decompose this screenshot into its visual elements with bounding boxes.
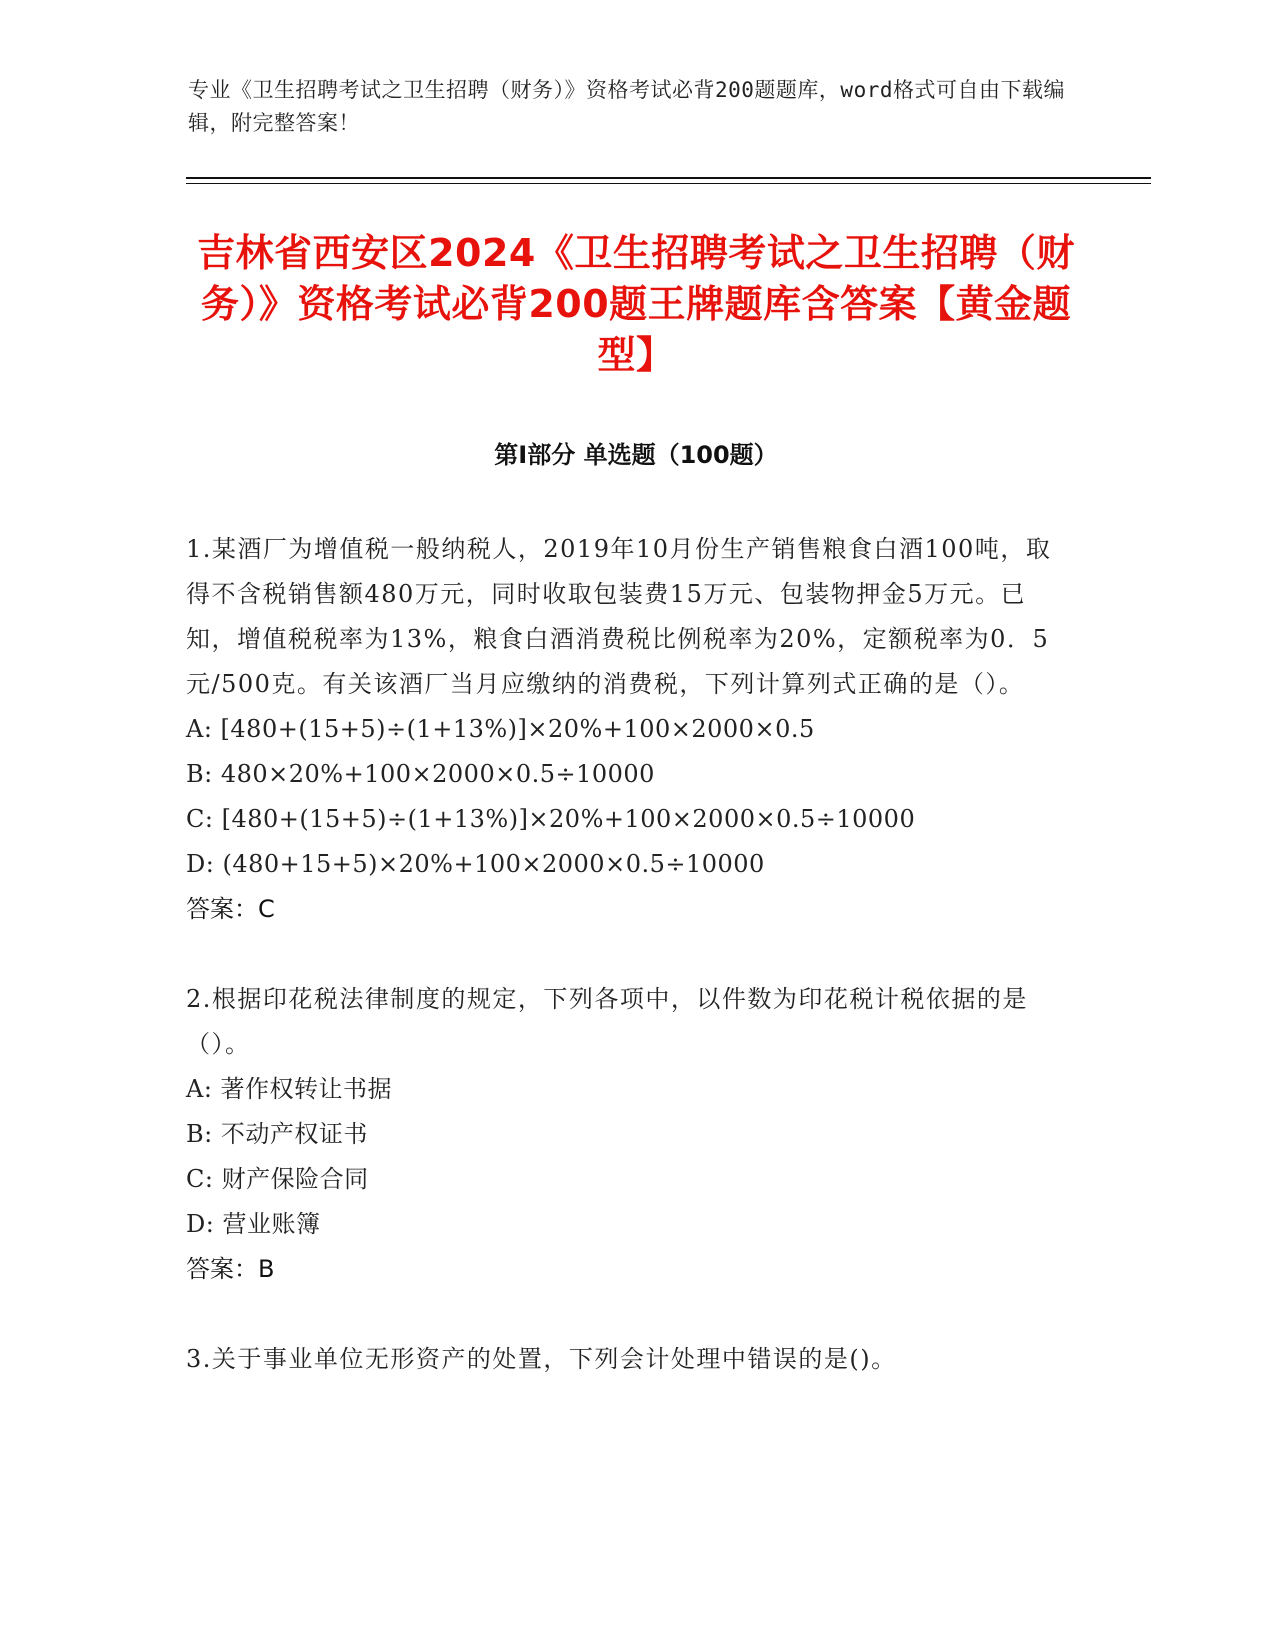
option-b: B: 不动产权证书 [186, 1120, 368, 1148]
option-d: D: 营业账簿 [186, 1210, 321, 1238]
document-title: 吉林省西安区2024《卫生招聘考试之卫生招聘（财务）》资格考试必背200题王牌题库含答案【黄金题型】 [197, 231, 1075, 377]
question-text: 2.根据印花税法律制度的规定，下列各项中，以件数为印花税计税依据的是（）。 [186, 985, 1028, 1058]
question-text: 3.关于事业单位无形资产的处置，下列会计处理中错误的是()。 [186, 1345, 897, 1373]
question-1 [186, 527, 1076, 887]
option-d: D: (480+15+5)×20%+100×2000×0.5÷10000 [186, 850, 765, 878]
option-c: C: [480+(15+5)÷(1+13%)]×20%+100×2000×0.5÷10000 [186, 805, 916, 833]
header-divider [186, 177, 1151, 179]
section-heading: 第Ⅰ部分 单选题（100题） [494, 441, 778, 469]
option-a: A: [480+(15+5)÷(1+13%)]×20%+100×2000×0.5 [186, 715, 815, 743]
header-divider-thin [186, 183, 1151, 184]
header-note: 专业《卫生招聘考试之卫生招聘（财务）》资格考试必背200题题库，word格式可自由下载编辑，附完整答案！ [188, 78, 1065, 135]
question-text: 1.某酒厂为增值税一般纳税人，2019年10月份生产销售粮食白酒100吨，取得不含税销售额480万元，同时收取包装费15万元、包装物押金5万元。已知，增值税税率为13%，粮食白酒消费税比例税率为20%，定额税率为0．5元/500克。有关该酒厂当月应缴纳的消费税，下列计算列式正确的是（）。 [186, 535, 1052, 698]
question-3 [186, 1337, 1076, 1382]
answer-1: 答案：C [186, 895, 275, 923]
option-a: A: 著作权转让书据 [186, 1075, 393, 1103]
answer-2: 答案：B [186, 1255, 275, 1283]
option-c: C: 财产保险合同 [186, 1165, 369, 1193]
question-list [186, 527, 1076, 1382]
option-b: B: 480×20%+100×2000×0.5÷10000 [186, 760, 655, 788]
question-2 [186, 977, 1076, 1247]
